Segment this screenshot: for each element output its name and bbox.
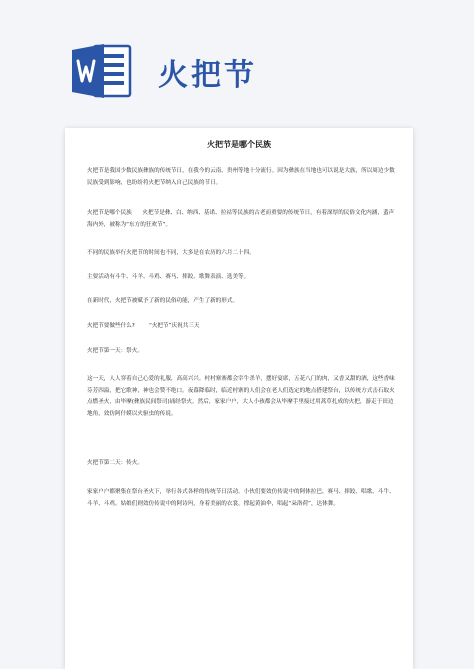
word-icon <box>70 40 132 102</box>
document-heading: 火把节 <box>158 58 257 93</box>
paragraph-new-era: 在新时代，火把节被赋予了新的民俗功能，产生了新的形式。 <box>87 298 239 304</box>
document-page <box>65 128 413 669</box>
paragraph-what-to-do: 火把节要做些什么? “火把节”庆祝共三天 <box>87 323 200 329</box>
paragraph-definition: 火把节是哪个民族 火把节是彝、白、纳西、基诺、拉祜等民族的古老而重要的传统节日，有着深厚的民俗文化内涵，蜚声海内外，被称为“东方的狂欢节”。 <box>87 210 395 228</box>
heading-day-two: 火把节第二天：传火。 <box>87 460 143 466</box>
paragraph-timing: 不同的民族举行火把节的时间也不同，大多是在农历的六月二十四。 <box>87 250 255 256</box>
paragraph-intro: 火把节是我国少数民族彝族的传统节日，在我今的云南、贵州等地十分流行。因为彝族在当地也可以说是大族，所以周边少数民族受到影响，也纷纷将火把节纳入自己民族的节日。 <box>87 168 395 186</box>
heading-day-one: 火把节第一天：祭火。 <box>87 348 143 354</box>
paragraph-day-two: 家家户户都聚集在祭台圣火下，举行各式各样的传统节日活动。小伙们要效仿传说中的阿体拉巴，赛马、摔跤、唱歌、斗牛、斗羊、斗鸡。姑娘们则效仿传说中的阿诗玛，身着美丽的衣裳，撑起黄油伞，唱起“朵洛荷”，达体舞。 <box>87 489 395 507</box>
header <box>0 0 474 120</box>
paragraph-day-one: 这一天，人人穿着自己心爱的礼服，高高兴兴。村村寨寨都会宰牛杀羊，摆好宴席，五花八门的肉，又香又甜的酒，这些香味芬芳四溢，把它歌神，神也会赞不绝口。夜幕降临时，临近村寨的人们会在老人们选定的地点搭建祭台，以传统方式击石取火点燃圣火，由毕摩(彝族民间祭司)诵经祭火。然后，家家户户，大人小孩都会从毕摩手里接过用蒿草扎成的火把，游走于田边地角，效仿阿什嫫以火驱虫的传说。 <box>87 376 395 417</box>
paragraph-activities: 主要活动有斗牛、斗羊、斗鸡、赛马、摔跤、歌舞表演、选美等。 <box>87 274 250 280</box>
document-title: 火把节是哪个民族 <box>207 140 271 149</box>
